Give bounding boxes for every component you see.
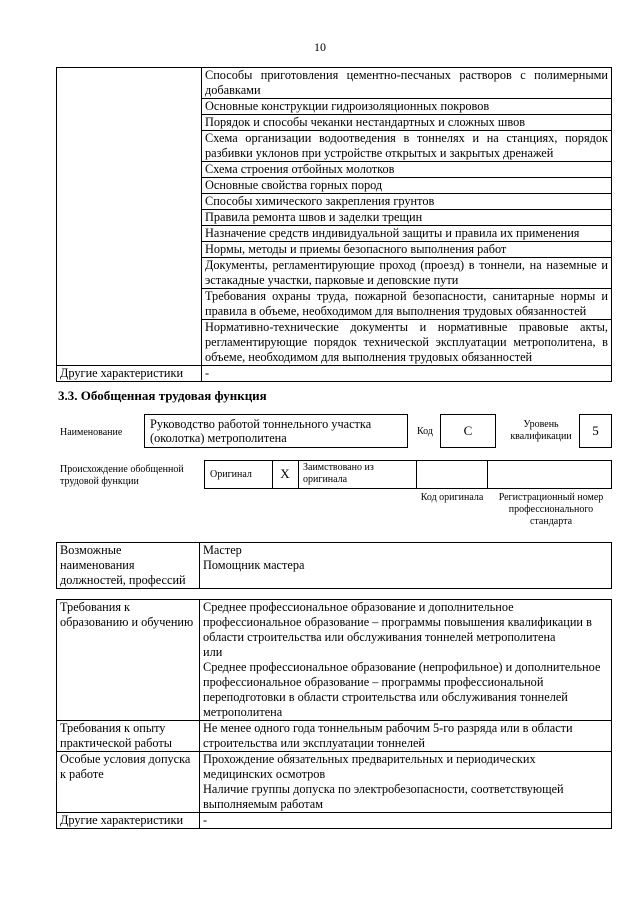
education-label: Требования к образованию и обучению xyxy=(57,600,200,721)
level-value: 5 xyxy=(579,414,612,448)
knowledge-item: Схема строения отбойных молотков xyxy=(202,162,612,178)
origin-label: Происхождение обобщенной трудовой функции xyxy=(60,464,184,487)
origin-divider xyxy=(298,460,299,489)
admission-label: Особые условия допуска к работе xyxy=(57,752,200,813)
original-mark: X xyxy=(280,466,290,481)
code-original-label: Код оригинала xyxy=(420,492,484,503)
origin-divider xyxy=(487,460,488,489)
position-item: Помощник мастера xyxy=(203,558,305,572)
other-characteristics-label: Другие характеристики xyxy=(57,366,202,382)
table-row xyxy=(57,366,612,382)
knowledge-item: Основные свойства горных пород xyxy=(202,178,612,194)
table-row xyxy=(57,68,612,99)
knowledge-label-cell xyxy=(57,68,202,366)
table-row xyxy=(57,752,612,813)
page-number: 10 xyxy=(314,40,326,54)
original-label: Оригинал xyxy=(210,469,252,480)
experience-value: Не менее одного года тоннельным рабочим 5-го разряда или в области строительства или эксплуатации тоннелей xyxy=(200,721,612,752)
knowledge-table xyxy=(56,67,612,382)
experience-label: Требования к опыту практической работы xyxy=(57,721,200,752)
knowledge-item: Документы, регламентирующие проход (проезд) в тоннели, на наземные и эстакадные участки, парковые и деповские пути xyxy=(202,258,612,289)
other-characteristics-value: - xyxy=(202,366,612,382)
section-heading: 3.3. Обобщенная трудовая функция xyxy=(58,388,267,403)
knowledge-item: Порядок и способы чеканки нестандартных и сложных швов xyxy=(202,115,612,131)
knowledge-item: Правила ремонта швов и заделки трещин xyxy=(202,210,612,226)
code-label: Код xyxy=(417,426,433,437)
positions-values xyxy=(200,543,612,589)
other-label: Другие характеристики xyxy=(57,813,200,829)
knowledge-item: Требования охраны труда, пожарной безопасности, санитарные нормы и правила в объеме, необходимом для выполнения трудовых обязанностей xyxy=(202,289,612,320)
positions-label: Возможные наименования должностей, профессий xyxy=(57,543,200,589)
knowledge-item: Способы приготовления цементно-песчаных растворов с полимерными добавками xyxy=(202,68,612,99)
knowledge-item: Схема организации водоотведения в тоннелях и на станциях, порядок разбивки уклонов при устройстве открытых и закрытых дренажей xyxy=(202,131,612,162)
knowledge-item: Нормативно-технические документы и нормативные правовые акты, регламентирующие порядок технической эксплуатации метрополитена, в объеме, необходимом для выполнения трудовых обязанностей xyxy=(202,320,612,366)
table-row xyxy=(57,543,612,589)
level-label: Уровень квалификации xyxy=(510,419,572,442)
reg-number-label: Регистрационный номер профессионального стандарта xyxy=(498,492,604,527)
table-row xyxy=(57,600,612,721)
other-value: - xyxy=(200,813,612,829)
position-item: Мастер xyxy=(203,543,242,557)
education-values xyxy=(200,600,612,721)
admission-value: Прохождение обязательных предварительных и периодических медицинских осмотров xyxy=(203,752,536,781)
origin-divider xyxy=(416,460,417,489)
function-name-value: Руководство работой тоннельного участка (околотка) метрополитена xyxy=(144,414,408,448)
education-or: или xyxy=(203,645,223,659)
education-value: Среднее профессиональное образование (непрофильное) и дополнительное профессиональное образование – программы профессиональной переподготовки в области строительства или обслуживания тоннелей метрополитена xyxy=(203,660,601,719)
code-value: C xyxy=(440,414,496,448)
knowledge-item: Нормы, методы и приемы безопасного выполнения работ xyxy=(202,242,612,258)
borrowed-label: Заимствовано из оригинала xyxy=(303,462,374,485)
admission-value: Наличие группы допуска по электробезопасности, соответствующей выполняемым работам xyxy=(203,782,564,811)
table-row xyxy=(57,721,612,752)
positions-table xyxy=(56,542,612,589)
requirements-table xyxy=(56,599,612,829)
admission-values xyxy=(200,752,612,813)
knowledge-item: Способы химического закрепления грунтов xyxy=(202,194,612,210)
knowledge-item: Основные конструкции гидроизоляционных покровов xyxy=(202,99,612,115)
name-label: Наименование xyxy=(60,427,123,438)
table-row xyxy=(57,813,612,829)
knowledge-item: Назначение средств индивидуальной защиты и правила их применения xyxy=(202,226,612,242)
education-value: Среднее профессиональное образование и дополнительное профессиональное образование – программы повышения квалификации в области строительства или обслуживания тоннелей метрополитена xyxy=(203,600,592,644)
